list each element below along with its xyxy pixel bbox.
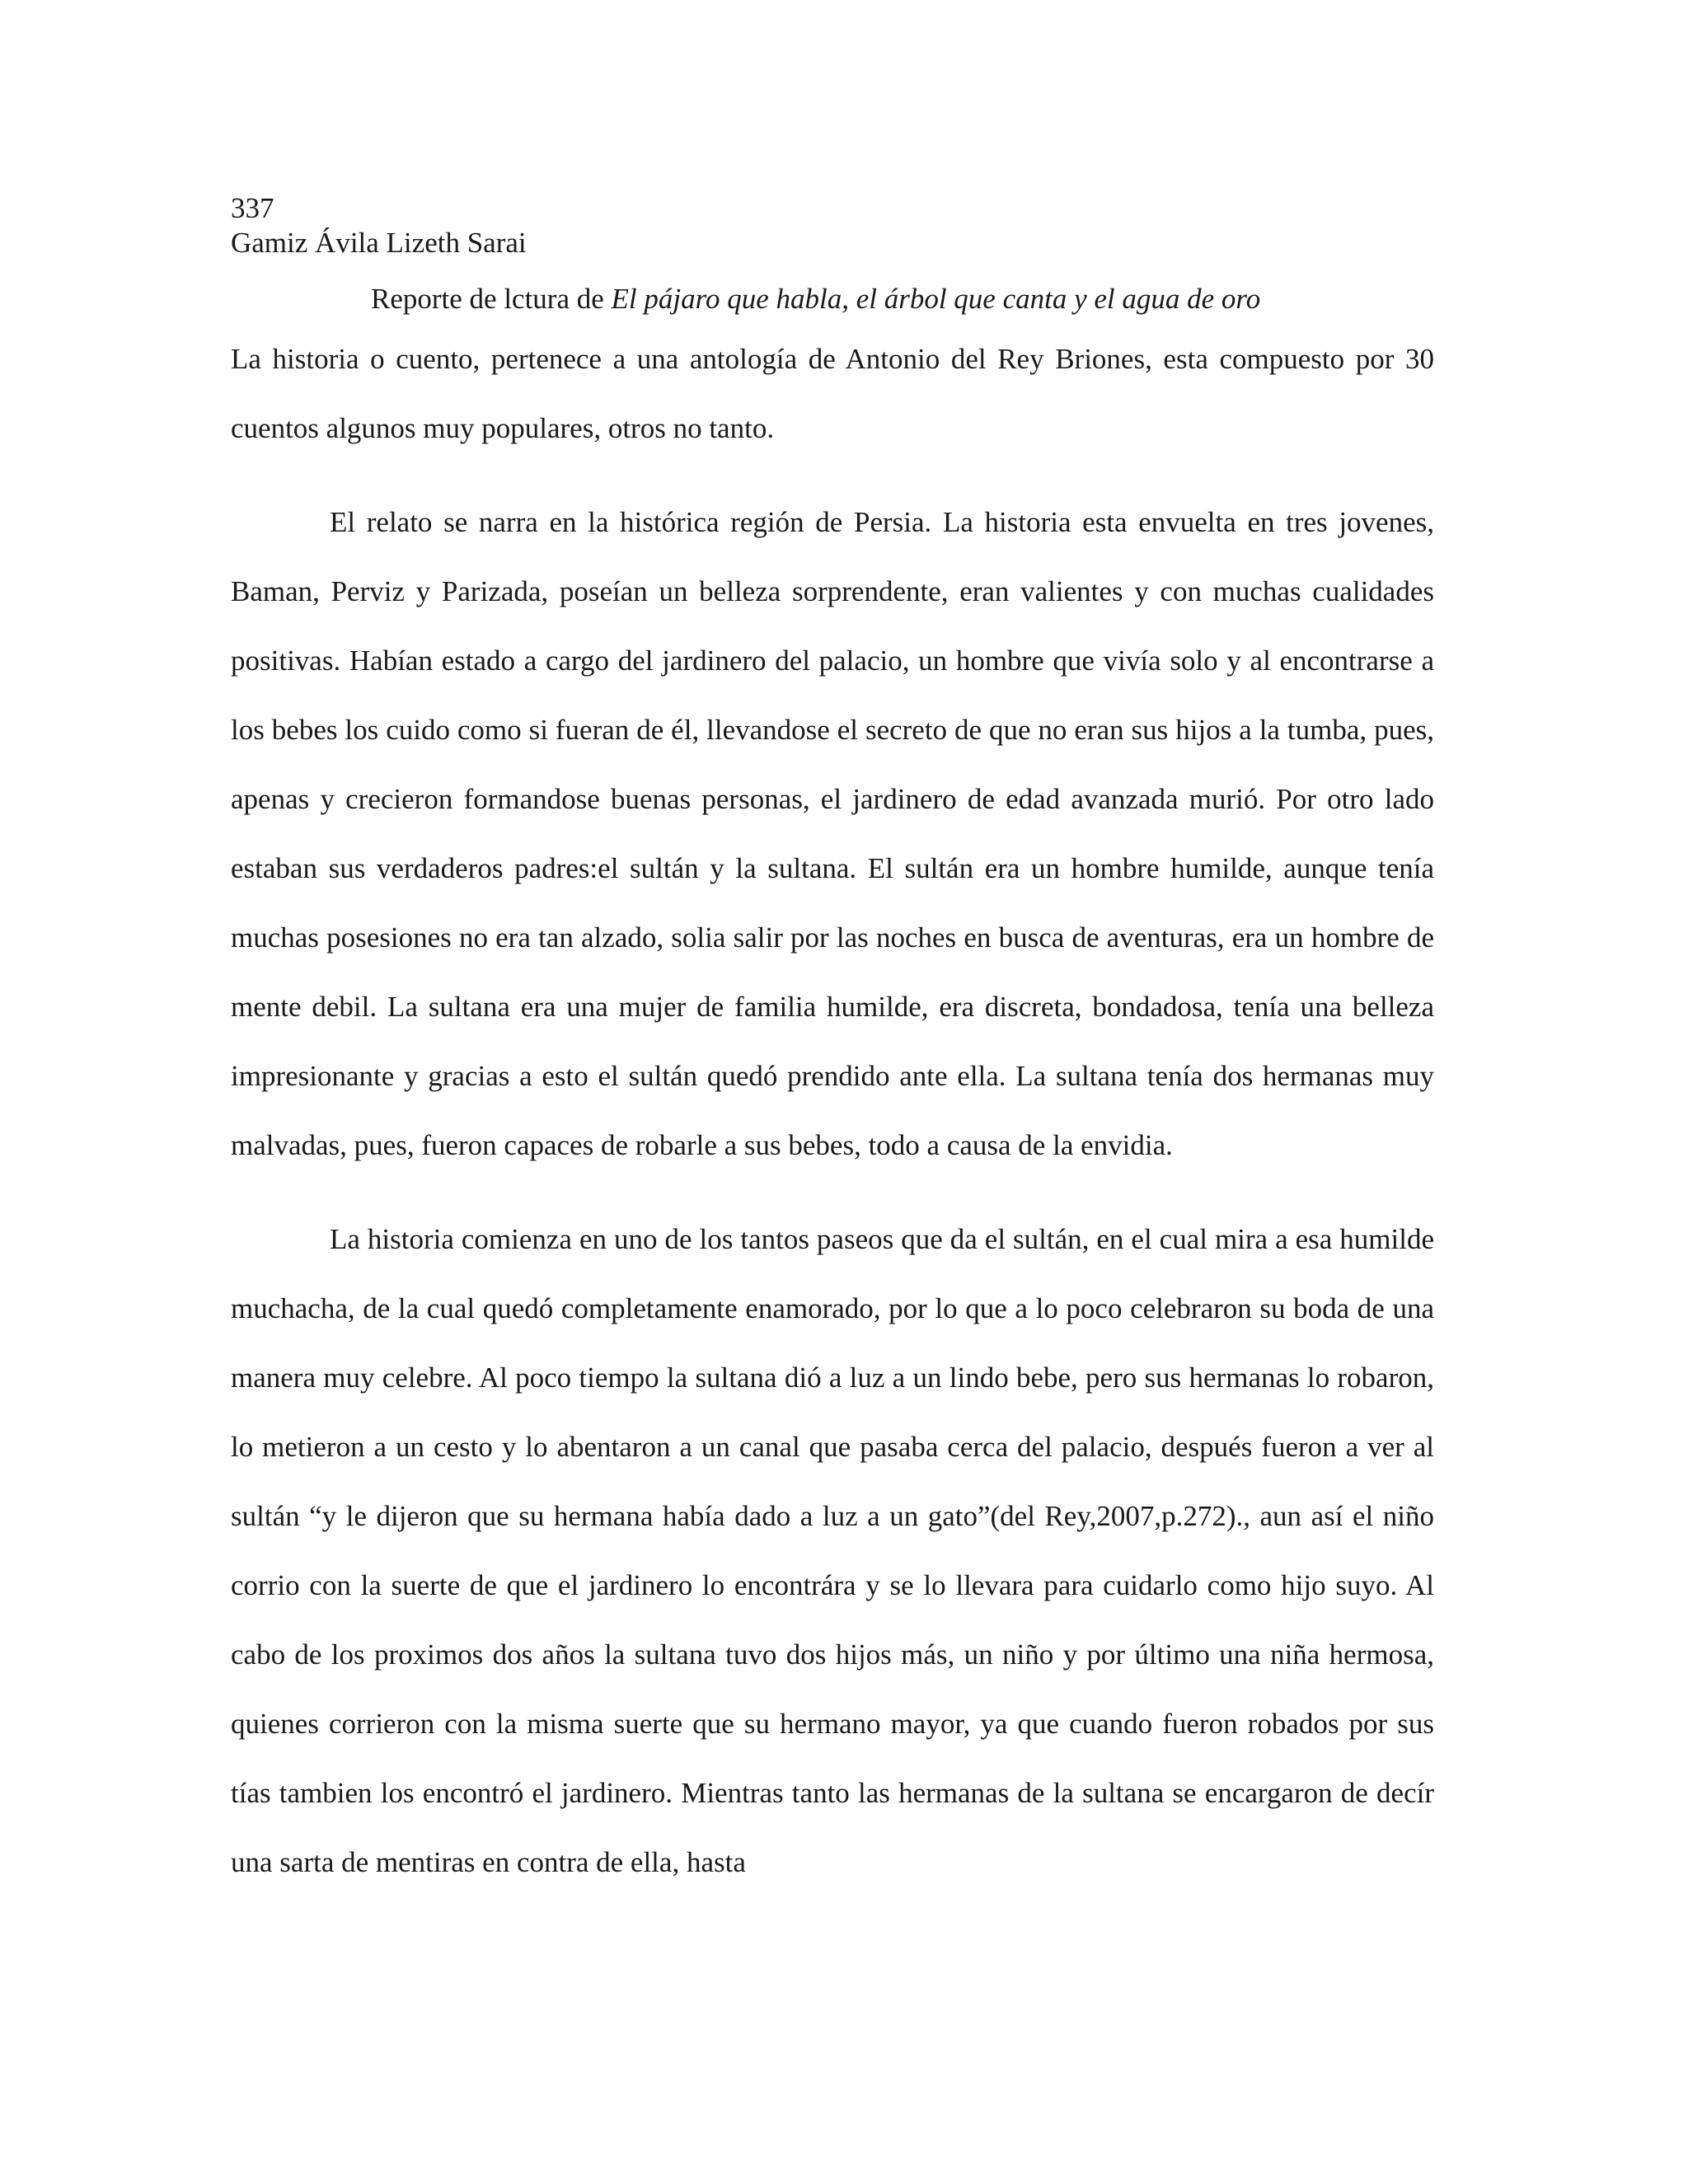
report-title bbox=[231, 282, 1434, 316]
page-number: 337 bbox=[231, 192, 274, 224]
author-name: Gamiz Ávila Lizeth Sarai bbox=[231, 227, 527, 259]
paragraph-characters: El relato se narra en la histórica región de Persia. La historia esta envuelta en tres jovenes, Baman, Perviz y Parizada, poseían un belleza sorprendente, eran valientes y con muchas cualidades positivas. Habían estado a cargo del jardinero del palacio, un hombre que vivía solo y al encontrarse a los bebes los cuido como si fueran de él, llevandose el secreto de que no eran sus hijos a la tumba, pues, apenas y crecieron formandose buenas personas, el jardinero de edad avanzada murió. Por otro lado estaban sus verdaderos padres:el sultán y la sultana. El sultán era un hombre humilde, aunque tenía muchas posesiones no era tan alzado, solia salir por las noches en busca de aventuras, era un hombre de mente debil. La sultana era una mujer de familia humilde, era discreta, bondadosa, tenía una belleza impresionante y gracias a esto el sultán quedó prendido ante ella. La sultana tenía dos hermanas muy malvadas, pues, fueron capaces de robarle a sus bebes, todo a causa de la envidia. bbox=[231, 506, 1434, 1161]
work-title: El pájaro que habla, el árbol que canta y el agua de oro bbox=[611, 283, 1261, 315]
paragraph-intro: La historia o cuento, pertenece a una antología de Antonio del Rey Briones, esta compuesto por 30 cuentos algunos muy populares, otros no tanto. bbox=[231, 343, 1434, 444]
title-prefix: Reporte de lctura de bbox=[371, 283, 612, 315]
document-page bbox=[231, 191, 1434, 1897]
paragraph-plot: La historia comienza en uno de los tantos paseos que da el sultán, en el cual mira a esa humilde muchacha, de la cual quedó completamente enamorado, por lo que a lo poco celebraron su boda de una manera muy celebre. Al poco tiempo la sultana dió a luz a un lindo bebe, pero sus hermanas lo robaron, lo metieron a un cesto y lo abentaron a un canal que pasaba cerca del palacio, después fueron a ver al sultán “y le dijeron que su hermana había dado a luz a un gato”(del Rey,2007,p.272)., aun así el niño corrio con la suerte de que el jardinero lo encontrára y se lo llevara para cuidarlo como hijo suyo. Al cabo de los proximos dos años la sultana tuvo dos hijos más, un niño y por último una niña hermosa, quienes corrieron con la misma suerte que su hermano mayor, ya que cuando fueron robados por sus tías tambien los encontró el jardinero. Mientras tanto las hermanas de la sultana se encargaron de decír una sarta de mentiras en contra de ella, hasta bbox=[231, 1223, 1434, 1878]
